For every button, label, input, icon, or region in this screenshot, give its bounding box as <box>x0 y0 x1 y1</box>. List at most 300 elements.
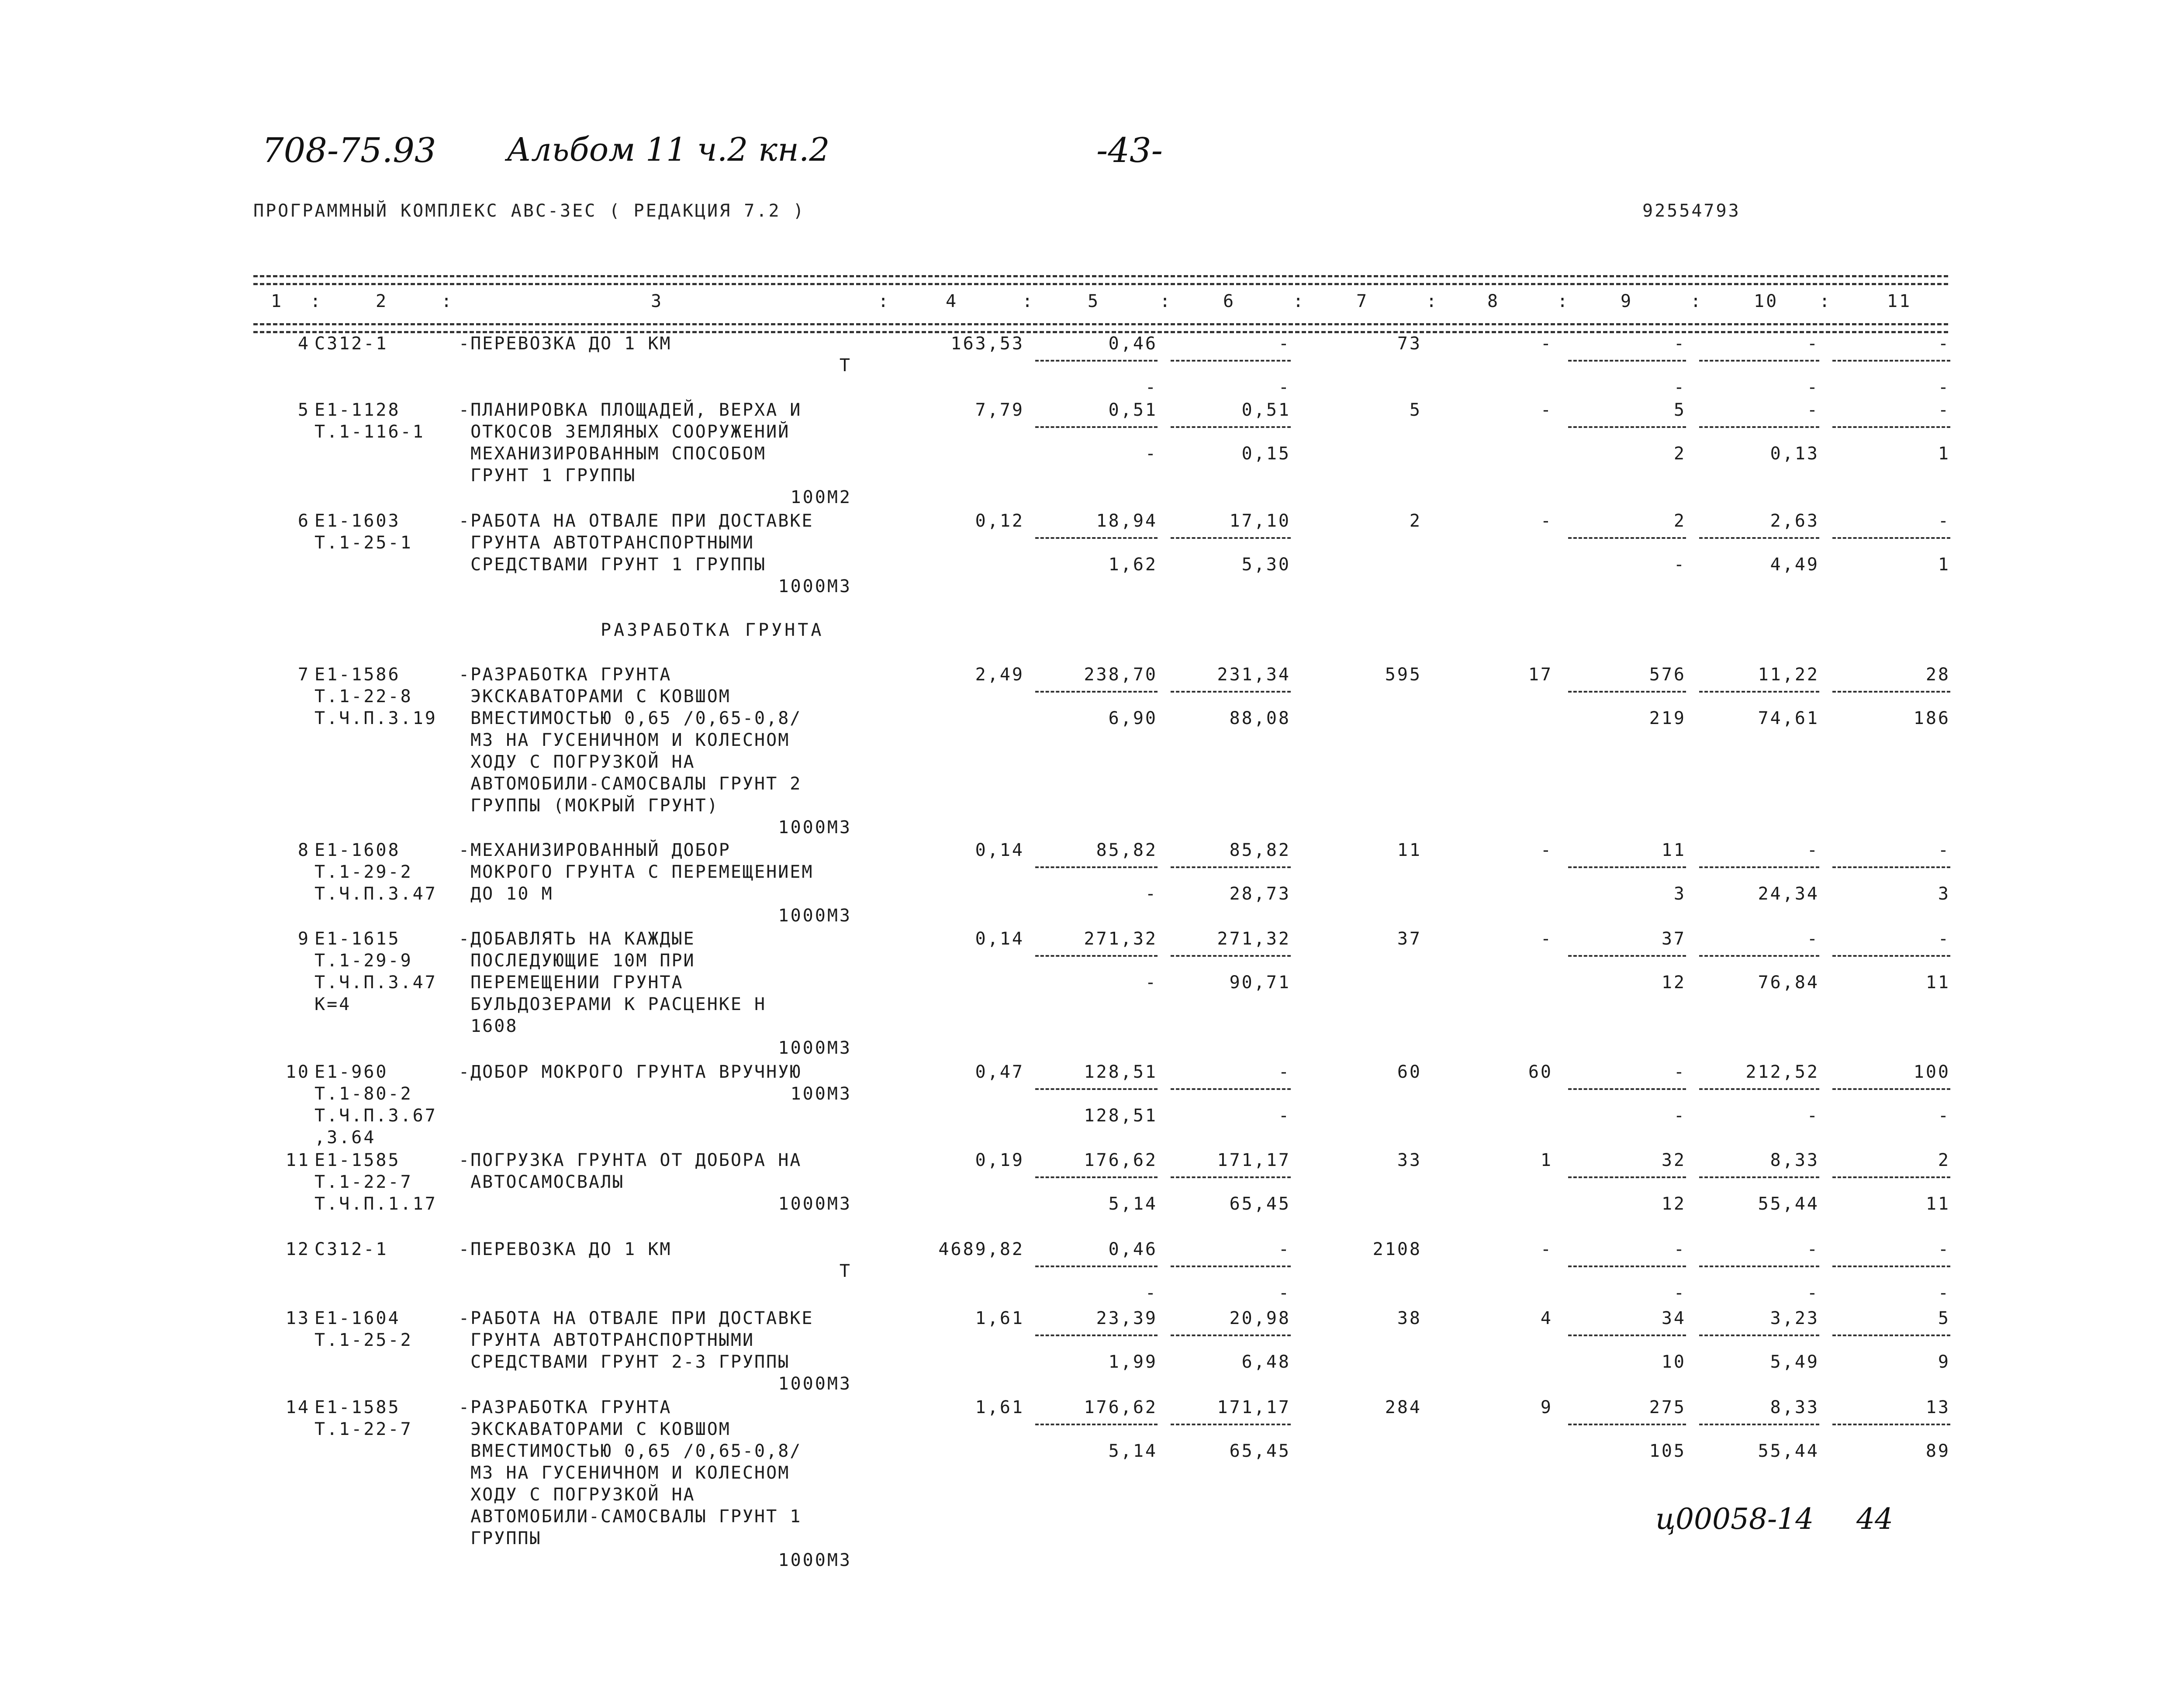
value-col-5-lower: 5,14 <box>1108 1194 1158 1214</box>
row-code: С312-1 <box>314 334 388 354</box>
row-unit: 1000М3 <box>778 1374 852 1394</box>
value-col-4: 2,49 <box>975 665 1024 685</box>
value-col-10-lower: 0,13 <box>1770 444 1819 464</box>
value-col-10-lower: - <box>1807 1283 1819 1303</box>
value-col-5: 176,62 <box>1084 1150 1158 1170</box>
fraction-line <box>1832 1266 1950 1267</box>
value-col-7: 33 <box>1397 1150 1422 1170</box>
fraction-line <box>1568 1334 1686 1336</box>
fraction-line <box>1171 1176 1291 1178</box>
fraction-line <box>1699 1088 1819 1090</box>
row-code: Т.1-22-7 <box>314 1419 413 1439</box>
row-unit: 100М3 <box>790 1084 852 1104</box>
fraction-line <box>1171 1424 1291 1425</box>
section-title: РАЗРАБОТКА ГРУНТА <box>601 620 824 640</box>
row-code: Е1-1585 <box>314 1397 401 1417</box>
row-code: Е1-1585 <box>314 1150 401 1170</box>
value-col-8: - <box>1540 400 1553 420</box>
value-col-9: 37 <box>1661 929 1686 949</box>
fraction-line <box>1832 1088 1950 1090</box>
value-col-10: - <box>1807 929 1819 949</box>
row-unit: Т <box>839 355 852 376</box>
fraction-line <box>1568 955 1686 957</box>
fraction-line <box>1568 1424 1686 1425</box>
value-col-6-lower: 6,48 <box>1241 1352 1291 1372</box>
fraction-line <box>1832 691 1950 693</box>
row-description: -ПОГРУЗКА ГРУНТА ОТ ДОБОРА НА <box>459 1150 802 1170</box>
album-label: Альбом 11 ч.2 кн.2 <box>507 131 830 169</box>
value-col-10-lower: 4,49 <box>1770 555 1819 575</box>
value-col-7: 5 <box>1409 400 1422 420</box>
value-col-7: 11 <box>1397 840 1422 860</box>
value-col-9-lower: 10 <box>1661 1352 1686 1372</box>
value-col-6-lower: - <box>1278 1106 1291 1126</box>
value-col-6-lower: 88,08 <box>1229 708 1291 728</box>
value-col-10: - <box>1807 840 1819 860</box>
value-col-10-lower: - <box>1807 377 1819 397</box>
fraction-line <box>1832 1176 1950 1178</box>
column-separator: : <box>1557 291 1570 311</box>
value-col-8: 17 <box>1528 665 1553 685</box>
doc-number: 708-75.93 <box>262 131 436 170</box>
column-separator: : <box>1690 291 1703 311</box>
row-number: 6 <box>297 511 310 531</box>
value-col-11-lower: - <box>1938 1106 1950 1126</box>
row-description: МЕХАНИЗИРОВАННЫМ СПОСОБОМ <box>459 444 767 464</box>
row-description: -ДОБОР МОКРОГО ГРУНТА ВРУЧНУЮ <box>459 1062 802 1082</box>
header-rule-bottom <box>253 323 1948 325</box>
row-description: ХОДУ С ПОГРУЗКОЙ НА <box>459 752 695 772</box>
value-col-9-lower: - <box>1673 1283 1686 1303</box>
value-col-9-lower: 12 <box>1661 972 1686 993</box>
value-col-5: 238,70 <box>1084 665 1158 685</box>
value-col-6-lower: 28,73 <box>1229 884 1291 904</box>
row-description: ГРУНТА АВТОТРАНСПОРТНЫМИ <box>459 533 755 553</box>
fraction-line <box>1171 360 1291 362</box>
value-col-9: - <box>1673 334 1686 354</box>
value-col-7: 595 <box>1385 665 1422 685</box>
row-number: 4 <box>297 334 310 354</box>
value-col-5: 0,51 <box>1108 400 1158 420</box>
fraction-line <box>1832 1334 1950 1336</box>
value-col-4: 1,61 <box>975 1308 1024 1328</box>
row-code: Е1-1603 <box>314 511 401 531</box>
fraction-line <box>1035 866 1158 868</box>
value-col-5: 176,62 <box>1084 1397 1158 1417</box>
fraction-line <box>1035 1088 1158 1090</box>
value-col-4: 0,19 <box>975 1150 1024 1170</box>
column-header-5: 5 <box>1088 291 1100 311</box>
value-col-11: 5 <box>1938 1308 1950 1328</box>
row-code: Т.1-25-1 <box>314 533 413 553</box>
row-description: -РАБОТА НА ОТВАЛЕ ПРИ ДОСТАВКЕ <box>459 1308 814 1328</box>
value-col-10: 8,33 <box>1770 1150 1819 1170</box>
fraction-line <box>1699 1334 1819 1336</box>
value-col-11: - <box>1938 1239 1950 1259</box>
value-col-11: - <box>1938 840 1950 860</box>
row-description: -МЕХАНИЗИРОВАННЫЙ ДОБОР <box>459 840 731 860</box>
value-col-6-lower: - <box>1278 1283 1291 1303</box>
value-col-5: 18,94 <box>1096 511 1158 531</box>
row-number: 7 <box>297 665 310 685</box>
value-col-10-lower: 5,49 <box>1770 1352 1819 1372</box>
row-description: -РАЗРАБОТКА ГРУНТА <box>459 1397 672 1417</box>
value-col-11-lower: - <box>1938 1283 1950 1303</box>
header-rule-top <box>253 275 1948 277</box>
fraction-line <box>1699 426 1819 428</box>
fraction-line <box>1035 1334 1158 1336</box>
row-description: БУЛЬДОЗЕРАМИ К РАСЦЕНКЕ Н <box>459 994 767 1014</box>
value-col-7: 38 <box>1397 1308 1422 1328</box>
row-code: ,3.64 <box>314 1128 376 1148</box>
fraction-line <box>1171 1088 1291 1090</box>
value-col-5: 0,46 <box>1108 1239 1158 1259</box>
column-separator: : <box>1293 291 1306 311</box>
value-col-11-lower: 1 <box>1938 555 1950 575</box>
value-col-9-lower: 105 <box>1649 1441 1686 1461</box>
value-col-10: 3,23 <box>1770 1308 1819 1328</box>
value-col-11: 2 <box>1938 1150 1950 1170</box>
value-col-4: 1,61 <box>975 1397 1024 1417</box>
value-col-6-lower: 65,45 <box>1229 1441 1291 1461</box>
fraction-line <box>1568 360 1686 362</box>
value-col-11-lower: 186 <box>1913 708 1950 728</box>
column-separator: : <box>1819 291 1832 311</box>
fraction-line <box>1035 1176 1158 1178</box>
value-col-5: 85,82 <box>1096 840 1158 860</box>
row-description: ЭКСКАВАТОРАМИ С КОВШОМ <box>459 686 731 707</box>
fraction-line <box>1832 537 1950 539</box>
row-description: М3 НА ГУСЕНИЧНОМ И КОЛЕСНОМ <box>459 1463 790 1483</box>
fraction-line <box>1699 955 1819 957</box>
value-col-8: - <box>1540 929 1553 949</box>
value-col-4: 0,12 <box>975 511 1024 531</box>
value-col-6: 171,17 <box>1217 1150 1291 1170</box>
value-col-6-lower: - <box>1278 377 1291 397</box>
value-col-7: 60 <box>1397 1062 1422 1082</box>
value-col-9-lower: 3 <box>1673 884 1686 904</box>
fraction-line <box>1035 955 1158 957</box>
row-description: ОТКОСОВ ЗЕМЛЯНЫХ СООРУЖЕНИЙ <box>459 422 790 442</box>
column-separator: : <box>441 291 454 311</box>
value-col-6: 171,17 <box>1217 1397 1291 1417</box>
column-header-3: 3 <box>651 291 663 311</box>
row-code: Т.1-22-8 <box>314 686 413 707</box>
value-col-9: 34 <box>1661 1308 1686 1328</box>
value-col-5-lower: - <box>1145 884 1158 904</box>
row-code: Т.Ч.П.3.19 <box>314 708 437 728</box>
value-col-9-lower: 12 <box>1661 1194 1686 1214</box>
row-description: ХОДУ С ПОГРУЗКОЙ НА <box>459 1485 695 1505</box>
value-col-11-lower: 1 <box>1938 444 1950 464</box>
value-col-10-lower: 24,34 <box>1758 884 1819 904</box>
row-code: Т.1-25-2 <box>314 1330 413 1350</box>
row-code: Т.1-29-9 <box>314 951 413 971</box>
row-code: Е1-1128 <box>314 400 401 420</box>
column-header-8: 8 <box>1487 291 1500 311</box>
fraction-line <box>1699 1266 1819 1267</box>
row-description: ЭКСКАВАТОРАМИ С КОВШОМ <box>459 1419 731 1439</box>
fraction-line <box>1171 866 1291 868</box>
row-number: 8 <box>297 840 310 860</box>
fraction-line <box>1568 691 1686 693</box>
row-number: 9 <box>297 929 310 949</box>
value-col-9-lower: - <box>1673 1106 1686 1126</box>
row-description: -ПЕРЕВОЗКА ДО 1 КМ <box>459 334 672 354</box>
row-code: Т.Ч.П.3.47 <box>314 972 437 993</box>
column-header-7: 7 <box>1356 291 1369 311</box>
row-description: ВМЕСТИМОСТЬЮ 0,65 /0,65-0,8/ <box>459 1441 802 1461</box>
row-description: М3 НА ГУСЕНИЧНОМ И КОЛЕСНОМ <box>459 730 790 750</box>
row-description: ГРУППЫ <box>459 1528 542 1548</box>
value-col-10: 11,22 <box>1758 665 1819 685</box>
fraction-line <box>1699 360 1819 362</box>
value-col-11-lower: - <box>1938 377 1950 397</box>
value-col-5-lower: - <box>1145 1283 1158 1303</box>
fraction-line <box>1171 691 1291 693</box>
value-col-9: 275 <box>1649 1397 1686 1417</box>
value-col-6: 0,51 <box>1241 400 1291 420</box>
fraction-line <box>1035 426 1158 428</box>
row-code: Т.1-116-1 <box>314 422 425 442</box>
value-col-6-lower: 5,30 <box>1241 555 1291 575</box>
fraction-line <box>1035 1266 1158 1267</box>
row-description: -РАЗРАБОТКА ГРУНТА <box>459 665 672 685</box>
row-unit: 1000М3 <box>778 1194 852 1214</box>
value-col-9: - <box>1673 1062 1686 1082</box>
value-col-9-lower: - <box>1673 377 1686 397</box>
fraction-line <box>1035 1424 1158 1425</box>
value-col-6: - <box>1278 1239 1291 1259</box>
header-rule-top-2 <box>253 283 1948 285</box>
row-description: ГРУНТА АВТОТРАНСПОРТНЫМИ <box>459 1330 755 1350</box>
value-col-4: 0,14 <box>975 840 1024 860</box>
value-col-9-lower: - <box>1673 555 1686 575</box>
page-number: -43- <box>1096 131 1163 170</box>
value-col-11: - <box>1938 400 1950 420</box>
value-col-8: - <box>1540 840 1553 860</box>
fraction-line <box>1035 537 1158 539</box>
row-description: ВМЕСТИМОСТЬЮ 0,65 /0,65-0,8/ <box>459 708 802 728</box>
value-col-8: - <box>1540 511 1553 531</box>
row-description: -РАБОТА НА ОТВАЛЕ ПРИ ДОСТАВКЕ <box>459 511 814 531</box>
value-col-5: 0,46 <box>1108 334 1158 354</box>
fraction-line <box>1699 866 1819 868</box>
value-col-9: 32 <box>1661 1150 1686 1170</box>
row-number: 12 <box>285 1239 310 1259</box>
value-col-8: 60 <box>1528 1062 1553 1082</box>
column-separator: : <box>310 291 323 311</box>
row-number: 13 <box>285 1308 310 1328</box>
row-code: К=4 <box>314 994 352 1014</box>
value-col-4: 0,14 <box>975 929 1024 949</box>
fraction-line <box>1568 866 1686 868</box>
value-col-5-lower: - <box>1145 444 1158 464</box>
fraction-line <box>1171 955 1291 957</box>
fraction-line <box>1035 691 1158 693</box>
row-description: ГРУППЫ (МОКРЫЙ ГРУНТ) <box>459 796 719 816</box>
value-col-6: 231,34 <box>1217 665 1291 685</box>
value-col-11-lower: 11 <box>1925 972 1950 993</box>
row-description: -ПЛАНИРОВКА ПЛОЩАДЕЙ, ВЕРХА И <box>459 400 802 420</box>
fraction-line <box>1832 360 1950 362</box>
value-col-7: 73 <box>1397 334 1422 354</box>
program-title: ПРОГРАММНЫЙ КОМПЛЕКС АВС-3ЕС ( РЕДАКЦИЯ 7.2 ) <box>253 201 805 221</box>
row-number: 10 <box>285 1062 310 1082</box>
value-col-11: - <box>1938 929 1950 949</box>
value-col-6: - <box>1278 1062 1291 1082</box>
value-col-11: 13 <box>1925 1397 1950 1417</box>
value-col-9: 11 <box>1661 840 1686 860</box>
value-col-10: 212,52 <box>1745 1062 1819 1082</box>
fraction-line <box>1699 691 1819 693</box>
column-header-2: 2 <box>376 291 388 311</box>
row-description: АВТОМОБИЛИ-САМОСВАЛЫ ГРУНТ 1 <box>459 1507 802 1527</box>
row-description: МОКРОГО ГРУНТА С ПЕРЕМЕЩЕНИЕМ <box>459 862 814 882</box>
fraction-line <box>1832 1424 1950 1425</box>
row-description: ПЕРЕМЕЩЕНИИ ГРУНТА <box>459 972 684 993</box>
stamp-code: ц00058-14 <box>1655 1502 1814 1536</box>
fraction-line <box>1699 537 1819 539</box>
value-col-6: 271,32 <box>1217 929 1291 949</box>
row-unit: 1000М3 <box>778 906 852 926</box>
row-code: С312-1 <box>314 1239 388 1259</box>
value-col-7: 284 <box>1385 1397 1422 1417</box>
value-col-7: 2 <box>1409 511 1422 531</box>
document-code: 92554793 <box>1642 201 1741 221</box>
fraction-line <box>1171 537 1291 539</box>
value-col-8: 9 <box>1540 1397 1553 1417</box>
row-unit: 100М2 <box>790 487 852 507</box>
row-description: -ПЕРЕВОЗКА ДО 1 КМ <box>459 1239 672 1259</box>
value-col-4: 0,47 <box>975 1062 1024 1082</box>
value-col-7: 37 <box>1397 929 1422 949</box>
column-header-10: 10 <box>1754 291 1779 311</box>
value-col-6-lower: 0,15 <box>1241 444 1291 464</box>
fraction-line <box>1171 426 1291 428</box>
row-number: 5 <box>297 400 310 420</box>
row-unit: 1000М3 <box>778 576 852 597</box>
fraction-line <box>1568 426 1686 428</box>
value-col-6-lower: 90,71 <box>1229 972 1291 993</box>
value-col-9: 5 <box>1673 400 1686 420</box>
row-code: Т.1-80-2 <box>314 1084 413 1104</box>
column-header-1: 1 <box>271 291 283 311</box>
column-header-4: 4 <box>946 291 958 311</box>
value-col-10-lower: 55,44 <box>1758 1194 1819 1214</box>
column-header-9: 9 <box>1621 291 1633 311</box>
row-unit: 1000М3 <box>778 1038 852 1058</box>
value-col-11-lower: 89 <box>1925 1441 1950 1461</box>
value-col-11-lower: 9 <box>1938 1352 1950 1372</box>
value-col-11-lower: 11 <box>1925 1194 1950 1214</box>
column-separator: : <box>1022 291 1035 311</box>
value-col-5: 23,39 <box>1096 1308 1158 1328</box>
value-col-9: 2 <box>1673 511 1686 531</box>
value-col-11: 28 <box>1925 665 1950 685</box>
value-col-10-lower: 74,61 <box>1758 708 1819 728</box>
column-header-11: 11 <box>1887 291 1912 311</box>
column-separator: : <box>1426 291 1439 311</box>
value-col-5: 271,32 <box>1084 929 1158 949</box>
fraction-line <box>1832 955 1950 957</box>
row-description: СРЕДСТВАМИ ГРУНТ 1 ГРУППЫ <box>459 555 767 575</box>
value-col-10-lower: - <box>1807 1106 1819 1126</box>
row-code: Т.Ч.П.1.17 <box>314 1194 437 1214</box>
fraction-line <box>1171 1334 1291 1336</box>
row-code: Е1-1615 <box>314 929 401 949</box>
value-col-8: 1 <box>1540 1150 1553 1170</box>
value-col-4: 7,79 <box>975 400 1024 420</box>
value-col-10: - <box>1807 400 1819 420</box>
value-col-9: 576 <box>1649 665 1686 685</box>
fraction-line <box>1568 1266 1686 1267</box>
value-col-11-lower: 3 <box>1938 884 1950 904</box>
row-code: Т.Ч.П.3.47 <box>314 884 437 904</box>
row-unit: Т <box>839 1261 852 1281</box>
value-col-5-lower: 1,99 <box>1108 1352 1158 1372</box>
row-unit: 1000М3 <box>778 817 852 838</box>
value-col-6: 20,98 <box>1229 1308 1291 1328</box>
row-number: 14 <box>285 1397 310 1417</box>
row-description: СРЕДСТВАМИ ГРУНТ 2-3 ГРУППЫ <box>459 1352 790 1372</box>
row-description: АВТОМОБИЛИ-САМОСВАЛЫ ГРУНТ 2 <box>459 774 802 794</box>
value-col-5-lower: 6,90 <box>1108 708 1158 728</box>
value-col-5-lower: 1,62 <box>1108 555 1158 575</box>
row-description: ПОСЛЕДУЮЩИЕ 10М ПРИ <box>459 951 695 971</box>
value-col-9-lower: 2 <box>1673 444 1686 464</box>
stamp-page: 44 <box>1856 1502 1893 1536</box>
row-description: -ДОБАВЛЯТЬ НА КАЖДЫЕ <box>459 929 695 949</box>
value-col-8: 4 <box>1540 1308 1553 1328</box>
value-col-10-lower: 76,84 <box>1758 972 1819 993</box>
value-col-6-lower: 65,45 <box>1229 1194 1291 1214</box>
fraction-line <box>1568 1088 1686 1090</box>
fraction-line <box>1035 360 1158 362</box>
value-col-5-lower: - <box>1145 377 1158 397</box>
fraction-line <box>1171 1266 1291 1267</box>
fraction-line <box>1568 537 1686 539</box>
fraction-line <box>1699 1424 1819 1425</box>
value-col-4: 163,53 <box>950 334 1024 354</box>
value-col-10: - <box>1807 1239 1819 1259</box>
value-col-5: 128,51 <box>1084 1062 1158 1082</box>
value-col-6: 17,10 <box>1229 511 1291 531</box>
row-code: Т.1-29-2 <box>314 862 413 882</box>
row-code: Т.Ч.П.3.67 <box>314 1106 437 1126</box>
fraction-line <box>1832 866 1950 868</box>
value-col-11: - <box>1938 511 1950 531</box>
value-col-9: - <box>1673 1239 1686 1259</box>
value-col-6: - <box>1278 334 1291 354</box>
value-col-11: - <box>1938 334 1950 354</box>
row-number: 11 <box>285 1150 310 1170</box>
row-description: ДО 10 М <box>459 884 553 904</box>
row-code: Т.1-22-7 <box>314 1172 413 1192</box>
row-code: Е1-1604 <box>314 1308 401 1328</box>
fraction-line <box>1568 1176 1686 1178</box>
value-col-6: 85,82 <box>1229 840 1291 860</box>
value-col-4: 4689,82 <box>938 1239 1024 1259</box>
value-col-10: 2,63 <box>1770 511 1819 531</box>
column-separator: : <box>878 291 891 311</box>
value-col-10: 8,33 <box>1770 1397 1819 1417</box>
row-code: Е1-960 <box>314 1062 388 1082</box>
value-col-7: 2108 <box>1372 1239 1422 1259</box>
value-col-5-lower: 5,14 <box>1108 1441 1158 1461</box>
value-col-8: - <box>1540 334 1553 354</box>
value-col-5-lower: 128,51 <box>1084 1106 1158 1126</box>
